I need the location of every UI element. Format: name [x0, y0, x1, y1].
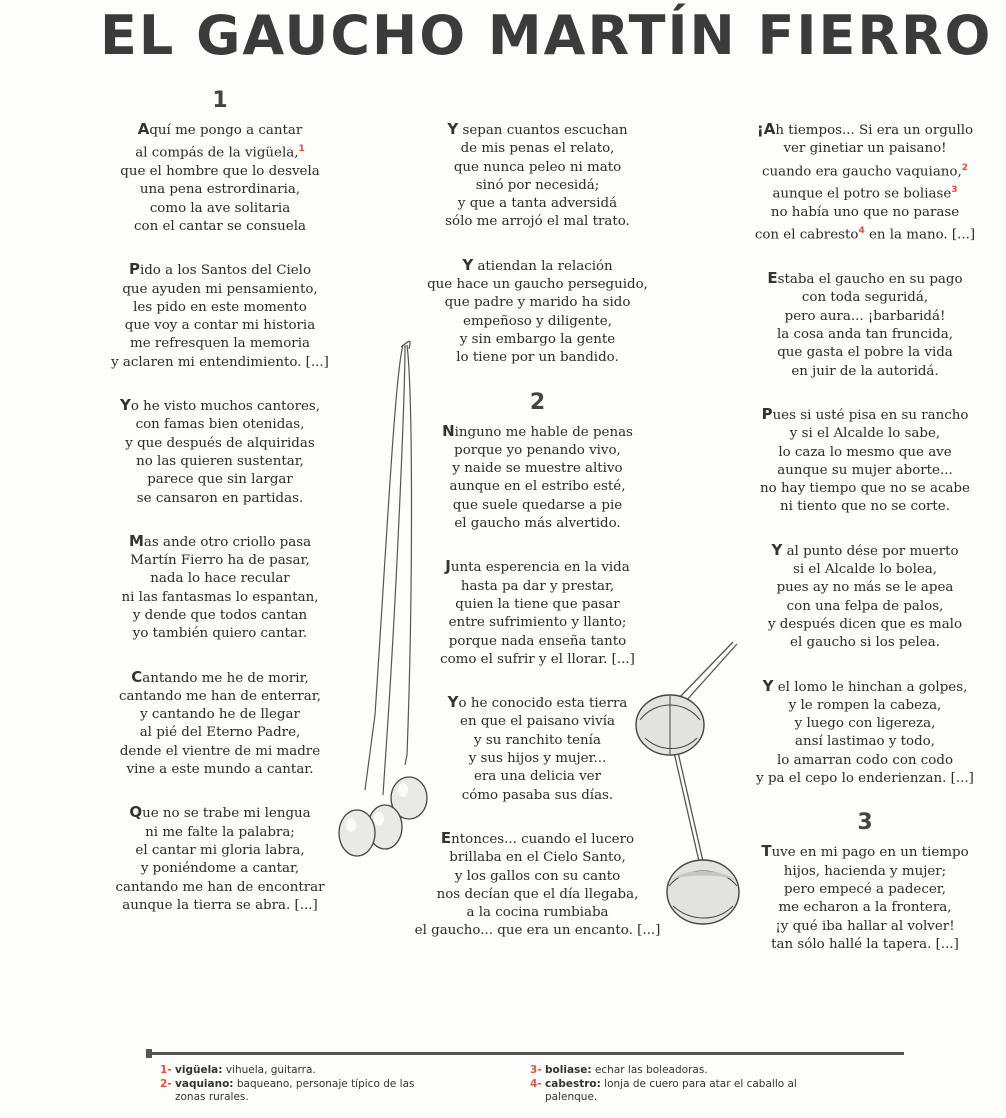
verse-line: me refresquen la memoria — [130, 336, 310, 352]
verse-line: aunque en el estribo esté, — [449, 479, 626, 495]
verse-line: empeñoso y diligente, — [463, 313, 612, 329]
verse-line: cuando era gaucho vaquiano,$^2$ — [761, 162, 969, 180]
verse-line: y su ranchito tenía — [474, 732, 601, 748]
verse-line: ¡Ah tiempos... Si era un orgullo — [756, 120, 974, 138]
stanza — [385, 557, 690, 669]
stanza — [725, 677, 1005, 789]
page-title: EL GAUCHO MARTÍN FIERRO — [100, 4, 993, 67]
verse-line: cómo pasaba sus días. — [461, 787, 614, 803]
verse-line: que hace un gaucho perseguido, — [427, 277, 648, 293]
verse-line: pero empecé a padecer, — [784, 881, 946, 897]
verse-line: yo también quiero cantar. — [132, 626, 308, 642]
verse-line: hasta pa dar y prestar, — [460, 578, 615, 594]
footnote-term: vaquiano: — [175, 1078, 234, 1090]
verse-line: la cosa anda tan fruncida, — [776, 327, 954, 343]
footnote-term: cabestro: — [545, 1078, 601, 1090]
verse-line: el cantar mi gloria labra, — [135, 842, 305, 858]
verse-line: a la cocina rumbiaba — [466, 905, 609, 921]
verse-line: Cantando me he de morir, — [131, 667, 309, 686]
verse-line: brillaba en el Cielo Santo, — [449, 850, 626, 866]
verse-line: y sus hijos y mujer... — [468, 751, 607, 767]
verse-line: que padre y marido ha sido — [444, 295, 631, 311]
verse-line: Que no se trabe mi lengua — [129, 803, 311, 822]
verse-line: sinó por necesidá; — [475, 177, 600, 193]
verse-line: me echaron a la frontera, — [778, 900, 952, 916]
verse-line: Y el lomo le hinchan a golpes, — [762, 676, 968, 695]
verse-line: de mis penas el relato, — [460, 141, 615, 157]
verse-line: se cansaron en partidas. — [136, 490, 304, 506]
verse-line: Yo he visto muchos cantores, — [119, 396, 321, 415]
verse-line: ¡y qué iba hallar al volver! — [775, 918, 955, 934]
stanza — [725, 541, 1005, 653]
footnote-definition-continued: zonas rurales. — [175, 1091, 249, 1103]
footnote-marker: 1 — [298, 144, 305, 155]
verse-line: nada lo hace recular — [150, 571, 290, 587]
stanza — [70, 532, 370, 644]
verse-line: Estaba el gaucho en su pago — [767, 269, 963, 288]
verse-line: Mas ande otro criollo pasa — [128, 531, 312, 550]
footnote-number: 3- — [530, 1064, 542, 1076]
stanza — [725, 842, 1005, 954]
stanza — [70, 260, 370, 372]
section-number: 2 — [529, 389, 546, 415]
verse-line: no hay tiempo que no se acabe — [760, 481, 970, 497]
footnote-number: 1- — [160, 1064, 172, 1076]
stanza — [385, 829, 690, 941]
verse-line: y cantando he de llegar — [140, 707, 300, 723]
footnote-marker: 2 — [961, 162, 969, 173]
stanza — [70, 396, 370, 508]
footnote-definition: baqueano, personaje típico de las — [236, 1078, 415, 1090]
stanza — [70, 803, 370, 915]
verse-line: pues ay no más se le apea — [776, 580, 954, 596]
verse-line: ver ginetiar un paisano! — [783, 141, 947, 157]
verse-line: porque yo penando vivo, — [454, 442, 621, 458]
verse-line: lo tiene por un bandido. — [456, 350, 619, 366]
verse-line: y si el Alcalde lo sabe, — [789, 426, 941, 442]
stanza — [70, 120, 370, 236]
footnote-definition: lonja de cuero para atar el caballo al — [604, 1078, 797, 1090]
verse-line: no las quieren sustentar, — [136, 453, 304, 469]
verse-line: al compás de la vigüela,$^1$ — [135, 144, 305, 161]
stanza — [725, 120, 1005, 245]
verse-line: como el sufrir y el llorar. [...] — [440, 651, 635, 667]
poem-column-1 — [70, 90, 370, 939]
verse-line: aunque su mujer aborte... — [777, 462, 953, 478]
footnote-divider — [146, 1052, 904, 1055]
section-number: 3 — [857, 810, 873, 836]
verse-line: y sin embargo la gente — [459, 331, 616, 347]
footnote-definition-continued: palenque. — [545, 1091, 598, 1103]
verse-line: al pié del Eterno Padre, — [139, 725, 301, 741]
footnote-marker: 3 — [951, 185, 958, 196]
poem-column-2 — [385, 120, 690, 965]
verse-line: quien la tiene que pasar — [455, 596, 620, 612]
footnote-2 — [160, 1078, 520, 1104]
poem-column-3 — [725, 120, 1005, 978]
verse-line: no había uno que no parase — [770, 205, 960, 221]
verse-line: Tuve en mi pago en un tiempo — [761, 842, 969, 861]
section-number: 1 — [212, 88, 228, 113]
verse-line: y le rompen la cabeza, — [788, 697, 942, 713]
verse-line: Entonces... cuando el lucero — [440, 828, 635, 847]
verse-line: con el cabresto$^4$ en la mano. [...] — [754, 226, 976, 243]
verse-line: y dende que todos cantan — [132, 608, 308, 623]
verse-line: tan sólo hallé la tapera. [...] — [771, 936, 959, 952]
footnote-3 — [530, 1064, 910, 1077]
verse-line: y naide se muestre altivo — [452, 461, 623, 477]
stanza — [725, 269, 1005, 381]
verse-line: lo amarran codo con codo — [776, 752, 954, 768]
verse-line: Aquí me pongo a cantar — [137, 120, 303, 138]
footnote-4 — [530, 1078, 910, 1104]
verse-line: Junta esperencia en la vida — [445, 557, 630, 576]
verse-line: Y sepan cuantos escuchan — [447, 120, 628, 138]
footnote-definition: echar las boleadoras. — [594, 1064, 708, 1076]
verse-line: y después dicen que es malo — [767, 616, 963, 632]
footnote-term: boliase: — [545, 1064, 592, 1076]
footnote-number: 2- — [160, 1078, 172, 1090]
stanza — [385, 422, 690, 534]
verse-line: Martín Fierro ha de pasar, — [130, 553, 310, 569]
verse-line: como la ave solitaria — [149, 200, 291, 216]
verse-line: entre sufrimiento y llanto; — [448, 615, 627, 631]
verse-line: y que a tanta adversidá — [457, 196, 618, 212]
verse-line: en que el paisano vivía — [460, 714, 615, 730]
verse-line: con toda seguridá, — [801, 290, 929, 306]
verse-line: pero aura... ¡barbaridá! — [784, 308, 946, 324]
verse-line: y pa el cepo lo enderienzan. [...] — [756, 771, 974, 787]
stanza — [385, 120, 690, 232]
verse-line: Pido a los Santos del Cielo — [128, 260, 312, 279]
verse-line: sólo me arrojó el mal trato. — [445, 214, 630, 230]
verse-line: con el cantar se consuela — [134, 218, 306, 234]
verse-line: y los gallos con su canto — [454, 868, 621, 884]
verse-line: y luego con ligereza, — [794, 716, 936, 732]
verse-line: Y al punto dése por muerto — [771, 540, 959, 559]
stanza — [725, 405, 1005, 517]
stanza — [385, 256, 690, 368]
verse-line: el gaucho si los pelea. — [790, 635, 940, 651]
footnote-term: vigüela: — [175, 1064, 223, 1076]
verse-line: una pena estrordinaria, — [139, 182, 301, 198]
verse-line: y aclaren mi entendimiento. [...] — [111, 354, 329, 370]
verse-line: y poniéndome a cantar, — [140, 861, 300, 877]
verse-line: ni me falte la palabra; — [145, 824, 295, 840]
verse-line: ansí lastimao y todo, — [795, 734, 935, 750]
verse-line: parece que sin largar — [147, 472, 293, 488]
verse-line: Y atiendan la relación — [462, 255, 613, 274]
footnote-marker: 4 — [858, 226, 865, 237]
verse-line: que ayuden mi pensamiento, — [122, 281, 318, 297]
verse-line: Pues si usté pisa en su rancho — [761, 404, 969, 423]
verse-line: y que después de alquiridas — [125, 435, 315, 451]
verse-line: Yo he conocido esta tierra — [447, 693, 628, 712]
verse-line: porque nada enseña tanto — [448, 633, 627, 649]
verse-line: era una delicia ver — [473, 769, 602, 785]
verse-line: ni tiento que no se corte. — [780, 499, 950, 515]
verse-line: el gaucho más alvertido. — [454, 516, 621, 532]
verse-line: ni las fantasmas lo espantan, — [121, 589, 319, 605]
footnote-definition: vihuela, guitarra. — [225, 1064, 316, 1076]
stanza — [70, 668, 370, 780]
verse-line: que nunca peleo ni mato — [453, 159, 622, 175]
footnote-number: 4- — [530, 1078, 542, 1090]
verse-line: dende el vientre de mi madre — [119, 743, 321, 759]
stanza — [385, 693, 690, 805]
verse-line: Ninguno me hable de penas — [442, 421, 633, 440]
verse-line: que voy a contar mi historia — [124, 318, 316, 334]
verse-line: vine a este mundo a cantar. — [126, 762, 314, 778]
verse-line: les pido en este momento — [133, 299, 307, 315]
verse-line: aunque la tierra se abra. [...] — [122, 897, 318, 913]
verse-line: nos decían que el día llegaba, — [436, 886, 639, 902]
verse-line: el gaucho... que era un encanto. [...] — [414, 923, 661, 939]
verse-line: hijos, hacienda y mujer; — [783, 863, 947, 879]
verse-line: que gasta el pobre la vida — [777, 345, 953, 361]
verse-line: con una felpa de palos, — [786, 598, 944, 614]
verse-line: lo caza lo mesmo que ave — [778, 444, 952, 460]
verse-line: en juir de la autoridá. — [791, 363, 939, 379]
verse-line: aunque el potro se boliase$^3$ — [772, 185, 958, 202]
verse-line: que el hombre que lo desvela — [120, 164, 320, 180]
verse-line: que suele quedarse a pie — [452, 497, 623, 513]
footnote-1 — [160, 1064, 520, 1077]
verse-line: si el Alcalde lo bolea, — [792, 562, 938, 578]
verse-line: cantando me han de encontrar — [115, 879, 325, 895]
verse-line: con famas bien otenidas, — [135, 417, 305, 433]
verse-line: cantando me han de enterrar, — [119, 688, 321, 704]
